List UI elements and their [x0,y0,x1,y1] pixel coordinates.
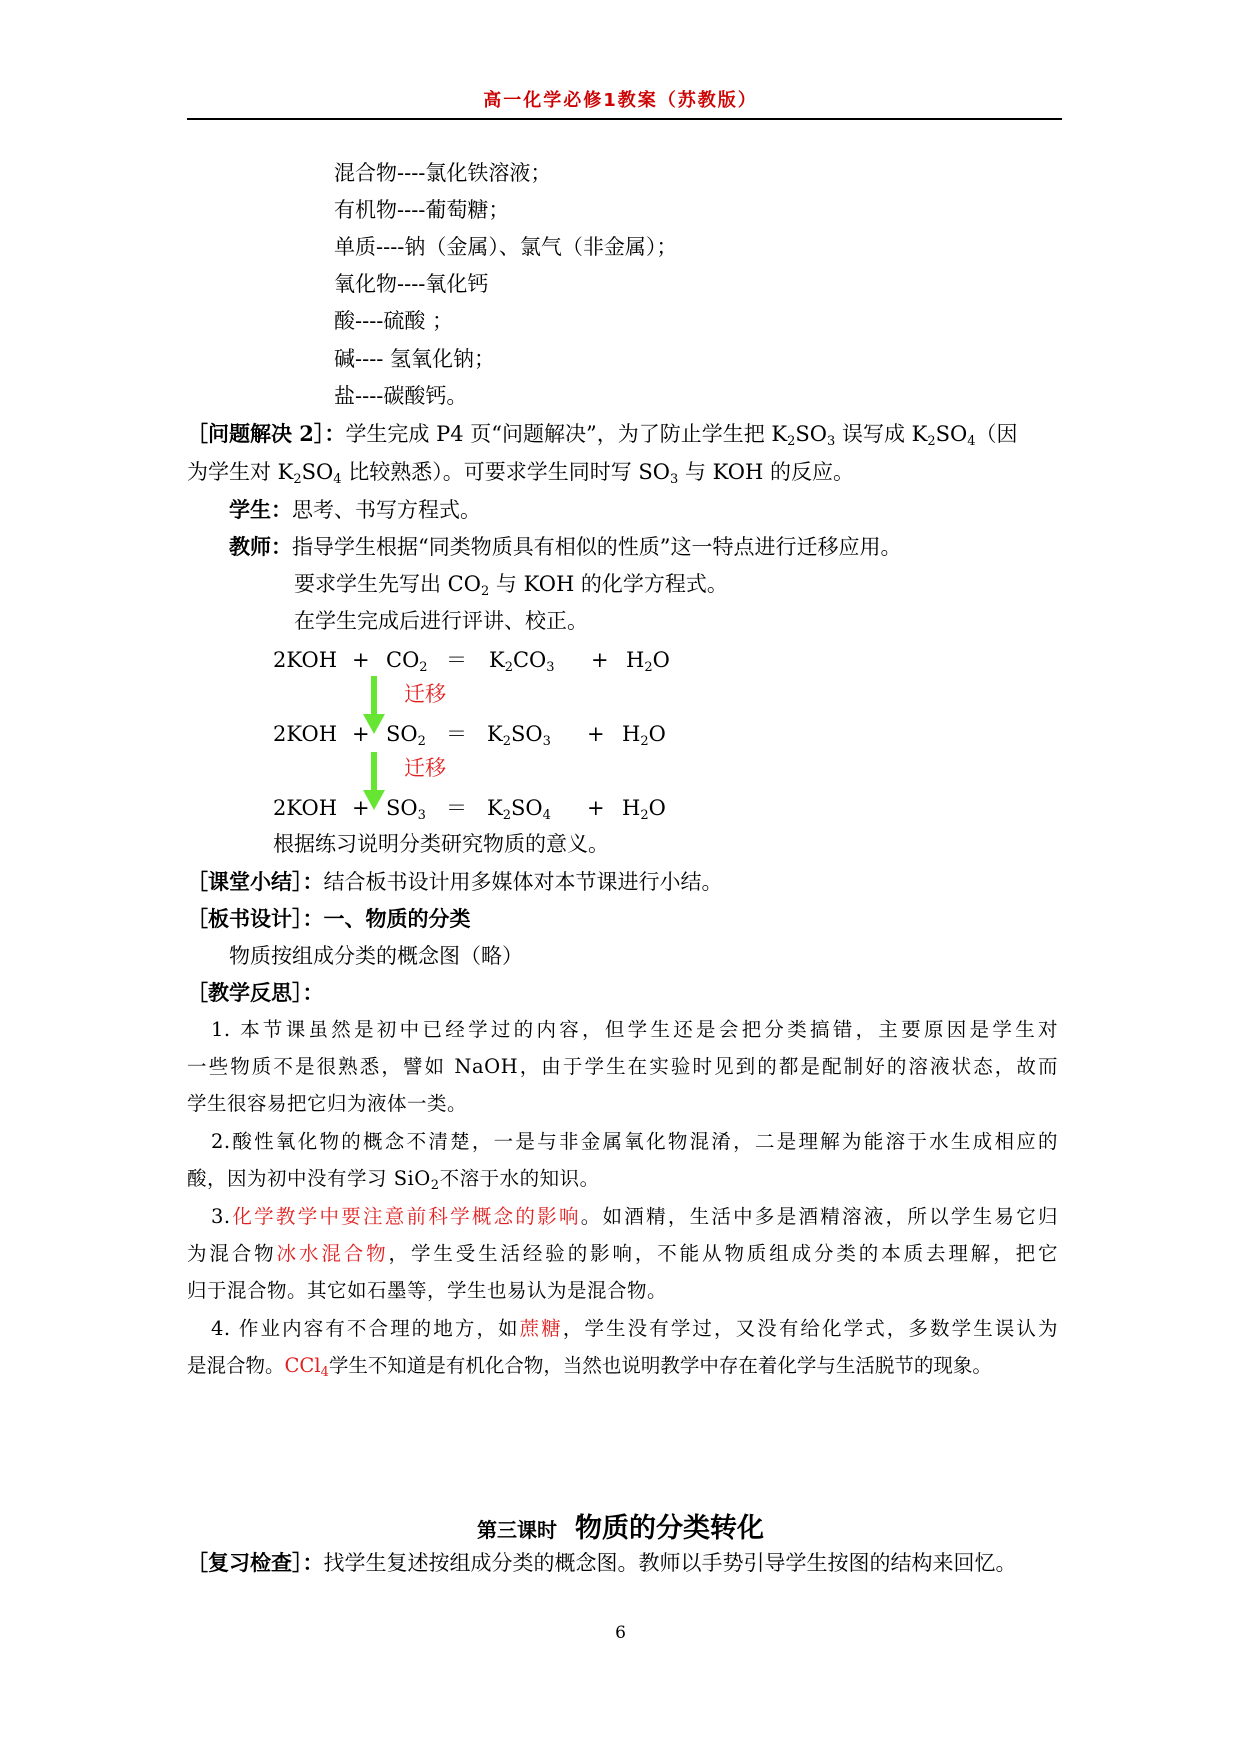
reflection-p3-line: 归于混合物。其它如石墨等，学生也易认为是混合物。 [187,1279,668,1302]
eq-equals: ＝ [446,796,467,820]
teacher-label: 教师： [229,534,292,559]
eq-plus: + [591,648,609,672]
migration-label: 迁移 [404,756,446,780]
migration-label: 迁移 [404,682,446,706]
reflection-p4-line: 是混合物。CCl$_4$学生不知道是有机化合物，当然也说明教学中存在着化学与生活脱节的现象。 [187,1354,992,1380]
highlighted-text: 冰水混合物 [276,1242,389,1265]
eq-product-water: $H_2O$ [626,648,670,675]
eq-plus: + [352,796,370,820]
eq-product-salt: $K_2SO_4$ [487,796,551,823]
example-item: 碱---- 氢氧化钠； [334,347,496,371]
eq-reactant-koh: 2KOH [273,796,338,820]
page-number: 6 [615,1623,626,1643]
header-divider [187,118,1062,120]
highlighted-text: CCl$_4$ [284,1354,329,1380]
example-item: 氧化物----氧化钙 [334,272,489,296]
teacher-line: 教师：指导学生根据“同类物质具有相似的性质”这一特点进行迁移应用。 [229,534,902,559]
example-item: 混合物----氯化铁溶液； [334,161,552,185]
student-label: 学生： [229,497,292,522]
example-item: 盐----碳酸钙。 [334,384,468,408]
problem-2-paragraph-line2: 为学生对 $K_2SO_4$ 比较熟悉）。可要求学生同时写 $SO_3$ 与 KOH 的反应。 [187,460,854,487]
reflection-p3-line: 3.化学教学中要注意前科学概念的影响。如酒精，生活中多是酒精溶液，所以学生易它归 [211,1205,1058,1228]
eq-equals: ＝ [446,722,467,746]
review-label: ［复习检查］： [187,1550,324,1575]
eq-plus: + [587,796,605,820]
student-line: 学生：思考、书写方程式。 [229,497,481,522]
teacher-line-2: 要求学生先写出 $CO_2$ 与 KOH 的化学方程式。 [294,572,728,599]
eq-reactant-co2: $CO_2$ [386,648,428,675]
reflection-p1-line: 一些物质不是很熟悉，譬如 NaOH，由于学生在实验时见到的都是配制好的溶液状态，故而 [187,1055,1058,1078]
reflection-p1-line: 学生很容易把它归为液体一类。 [187,1092,468,1115]
reflection-heading: ［教学反思］： [187,980,324,1005]
meaning-line: 根据练习说明分类研究物质的意义。 [273,832,609,856]
example-item: 酸----硫酸 ； [334,309,454,333]
summary-label: ［课堂小结］： [187,869,324,894]
eq-reactant-koh: 2KOH [273,648,338,672]
eq-product-water: $H_2O$ [622,796,666,823]
eq-plus: + [352,648,370,672]
page-header-title: 高一化学必修1教案（苏教版） [483,90,758,111]
board-design-text: 物质按组成分类的概念图（略） [229,944,523,968]
eq-product-salt: $K_2CO_3$ [489,648,555,675]
eq-plus: + [587,722,605,746]
review-line: ［复习检查］：找学生复述按组成分类的概念图。教师以手势引导学生按图的结构来回忆。 [187,1550,1017,1575]
eq-product-salt: $K_2SO_3$ [487,722,551,749]
eq-reactant-so3: $SO_3$ [386,796,426,823]
reflection-p4-line: 4. 作业内容有不合理的地方，如蔗糖，学生没有学过，又没有给化学式，多数学生误认为 [211,1317,1058,1340]
lesson-3-title [0,1506,1241,1545]
reflection-p1-line: 1. 本节课虽然是初中已经学过的内容，但学生还是会把分类搞错，主要原因是学生对 [211,1018,1058,1041]
eq-equals: ＝ [446,648,467,672]
eq-product-water: $H_2O$ [622,722,666,749]
teacher-line-3: 在学生完成后进行评讲、校正。 [294,609,588,633]
highlighted-text: 蔗糖 [519,1317,563,1340]
eq-reactant-so2: $SO_2$ [386,722,426,749]
problem-2-paragraph: ［问题解决 2］：学生完成 P4 页“问题解决”，为了防止学生把 $K_2SO_3$ 误写成 $K_2SO_4$（因 [187,421,1018,449]
example-item: 有机物----葡萄糖； [334,198,510,222]
board-design-heading: ［板书设计］：一、物质的分类 [187,906,471,931]
example-item: 单质----钠（金属）、氯气（非金属）； [334,235,678,259]
summary-line: ［课堂小结］：结合板书设计用多媒体对本节课进行小结。 [187,869,723,894]
eq-reactant-koh: 2KOH [273,722,338,746]
highlighted-text: 化学教学中要注意前科学概念的影响 [230,1205,581,1228]
lesson-3-label: 第三课时 [477,1518,557,1542]
eq-plus: + [352,722,370,746]
lesson-3-heading: 物质的分类转化 [575,1513,764,1544]
problem-2-label: ［问题解决 2］： [187,421,346,446]
reflection-p2-line: 2.酸性氧化物的概念不清楚，一是与非金属氧化物混淆，二是理解为能溶于水生成相应的 [211,1130,1058,1153]
reflection-p3-line: 为混合物冰水混合物，学生受生活经验的影响，不能从物质组成分类的本质去理解，把它 [187,1242,1058,1265]
reflection-p2-line: 酸，因为初中没有学习 SiO$_2$不溶于水的知识。 [187,1167,600,1193]
